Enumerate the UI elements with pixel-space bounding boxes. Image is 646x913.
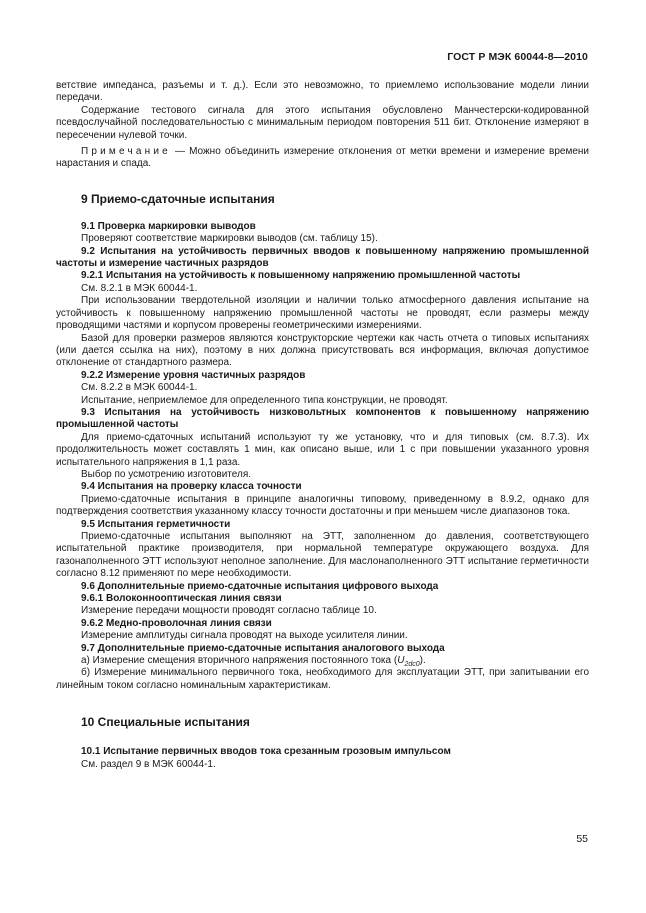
paragraph: См. 8.2.1 в МЭК 60044-1. <box>81 282 198 294</box>
paragraph: ветствие импеданса, разъемы и т. д.). Если это невозможно, то приемлемо использование модели линии передачи. <box>56 80 589 104</box>
paragraph: Для приемо-сдаточных испытаний используют ту же установку, что и для типовых (см. 8.7.3). Их продолжительность может составлять 1 мин, как описано выше, или 1 с при повышении указанного уровня испытательного напряжения в 1,1 раза. <box>56 431 589 468</box>
document-header: ГОСТ Р МЭК 60044-8—2010 <box>447 51 588 63</box>
page-number: 55 <box>576 833 588 845</box>
list-item: б) Измерение минимального первичного тока, необходимого для эксплуатации ЭТТ, при запитывании его линейным током согласно номинальным характеристикам. <box>56 667 589 691</box>
subsection-heading: 9.2.2 Измерение уровня частичных разрядов <box>81 369 306 381</box>
paragraph: При использовании твердотельной изоляции и наличии только атмосферного давления испытание на устойчивость к повышенному напряжению промышленной частоты не проводят, если размеры между проводящими частями и корпусом проверены геометрическими измерениями. <box>56 295 589 332</box>
subsection-heading: 9.6.2 Медно-проволочная линия связи <box>81 617 272 629</box>
paragraph: Приемо-сдаточные испытания выполняют на ЭТТ, заполненном до давления, соответствующего испытательной практике производителя, при нормальной температуре окружающего воздуха. Для газонаполненного ЭТТ используют неполное заполнение. Для маслонаполненного ЭТТ испытание герметичности согласно 8.12 применяют по мере необходимости. <box>56 531 589 580</box>
subsection-heading: 9.6 Дополнительные приемо-сдаточные испытания цифрового выхода <box>81 580 439 592</box>
note <box>56 146 589 171</box>
voltage-subscript: 2dc0 <box>404 661 420 669</box>
paragraph: Проверяют соответствие маркировки выводов (см. таблицу 15). <box>81 233 378 245</box>
subsection-heading: 10.1 Испытание первичных вводов тока срезанным грозовым импульсом <box>81 746 451 758</box>
voltage-symbol: U <box>397 655 405 667</box>
paragraph: Приемо-сдаточные испытания в принципе аналогичны типовому, приведенному в 8.9.2, однако для подтверждения соответствия указанному классу точности достаточны и при меньшем числе диапазонов тока. <box>56 493 589 518</box>
subsection-heading: 9.4 Испытания на проверку класса точности <box>81 481 302 493</box>
paragraph: Измерение амплитуды сигнала проводят на выходе усилителя линии. <box>81 630 408 642</box>
subsection-heading: 9.6.1 Волоконнооптическая линия связи <box>81 593 282 605</box>
page-body <box>56 80 589 771</box>
note-label: Примечание <box>81 146 171 158</box>
note-text: — Можно объединить измерение отклонения от метки времени и измерение времени нарастания и спада. <box>56 146 589 170</box>
subsection-heading: 9.2.1 Испытания на устойчивость к повышенному напряжению промышленной частоты <box>81 270 521 282</box>
list-item-text-end: ). <box>419 655 426 667</box>
paragraph: Базой для проверки размеров являются конструкторские чертежи как часть отчета о типовых испытаниях (или дается ссылка на них), поэтому в них должна присутствовать вся информация, включая допустимое отклонение от стандартного размера. <box>56 332 589 369</box>
subsection-heading: 9.3 Испытания на устойчивость низковольтных компонентов к повышенному напряжению промышленной частоты <box>56 406 589 431</box>
paragraph: Измерение передачи мощности проводят согласно таблице 10. <box>81 605 377 617</box>
subsection-heading: 9.7 Дополнительные приемо-сдаточные испытания аналогового выхода <box>81 642 445 654</box>
section-heading-9: 9 Приемо-сдаточные испытания <box>81 191 275 206</box>
list-item <box>56 655 589 667</box>
paragraph: Содержание тестового сигнала для этого испытания обусловлено Манчестерски-кодированной псевдослучайной последовательностью с минимальным периодом повторения 511 бит. Отклонение измеряют в пересечении нулевой точки. <box>56 104 589 141</box>
section-heading-10: 10 Специальные испытания <box>81 715 250 730</box>
paragraph: Испытание, неприемлемое для определенного типа конструкции, не проводят. <box>81 394 448 406</box>
paragraph: Выбор по усмотрению изготовителя. <box>81 468 252 480</box>
list-item-text: а) Измерение смещения вторичного напряжения постоянного тока ( <box>81 655 398 667</box>
paragraph: См. раздел 9 в МЭК 60044-1. <box>81 758 216 770</box>
subsection-heading: 9.5 Испытания герметичности <box>81 518 231 530</box>
paragraph: См. 8.2.2 в МЭК 60044-1. <box>81 382 198 394</box>
subsection-heading: 9.2 Испытания на устойчивость первичных вводов к повышенному напряжению промышленной частоты и измерение частичных разрядов <box>56 245 589 270</box>
subsection-heading: 9.1 Проверка маркировки выводов <box>81 220 256 232</box>
